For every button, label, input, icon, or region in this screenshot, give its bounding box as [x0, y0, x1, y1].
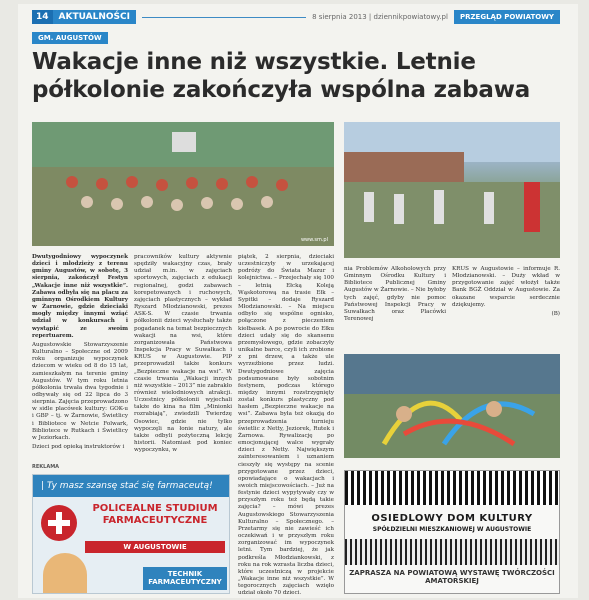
article-column-2 [134, 254, 232, 459]
article-lead: Dwutygodniowy wypoczynek dzieci i młodzieży z terenu gminy Augustów, w sobotę, 3 sierpnia, zakończył Festyn „Wakacje inne niż wszystkie”. Zabawa odbyła się na placu za gminnym Ośrodkiem Kultury w Żarnowie, gdzie dzieciaki mogły między innymi wziąć udział w konkursach i wystąpić ze swoim repertuarem. [32, 254, 128, 339]
festival-photo [344, 122, 560, 258]
pharmacy-cross-icon [41, 505, 77, 541]
article-paragraph: Augustowskie Stowarzyszenie Kulturalno – Społeczne od 2009 roku organizuje wypoczynek dziecom w wieku od 8 do 15 lat, zamieszkałym na terenie gminy Augustów. W tym roku letnia półkolonia trwała dwa tygodnie i odbywały się od 22 lipca do 3 sierpnia. Zajęcia przeprowadzono w sidle placówek kultury: GOK-u i GBP – tj. w Żarnowie, Świetlicy i Bibliotece w Netcie Folwark, Bibliotece w Rutkach i Świetlicy w Jeziorkach. [32, 341, 128, 441]
header-date-site: 8 sierpnia 2013 | dziennikpowiatowy.pl [312, 13, 448, 21]
pharmacy-school-ad [32, 474, 230, 594]
article-paragraph: Dzieci pod opieką instruktorów i [32, 444, 125, 451]
article-column-1 [32, 254, 128, 459]
location-tag: GM. AUGUSTÓW [32, 32, 108, 44]
header-right-tag: PRZEGLĄD POWIATOWY [454, 10, 560, 24]
group-photo [32, 122, 334, 246]
newspaper-page [18, 4, 578, 598]
advertisement-label: REKLAMA [32, 464, 60, 470]
group-photo-illustration [32, 122, 334, 246]
photo-credit: www.sm.pl [300, 237, 328, 243]
ad-person-image [43, 553, 87, 593]
ad-pattern-band [345, 471, 559, 505]
article-paragraph: pracowników kultury aktywnie spędziły wakacyjny czas, brały udział m.in. w zajęciach sportowych, zajęciach z edukacji regionalnej, godzi zabawach korepetowanych i ruchowych, zajęciach plastycznych – wykład Ryszard Młodzianowski, prezes ASK-S. W czasie trwania półkolonii dzieci wysłuchały także pogadanek na temat bezpiecznych wakacji na wsi, które zorganizowała Państwowa Inspekcja Pracy w Suwałkach i KRUS w Augustowie. PIP przeprowadził także konkurs „Bezpieczne wakacje na wsi”. W czasie trwania „Wakacji innych niż wszystkie – 2013” nie zabrakło również wielodniowych atrakcji. Uczestnicy półkolonii wyjechali także do kina na film „Minionki rozrabiają”, zwiedzili Twierdzę Osowiec, gdzie nie tylko wypoczęli na łonie natury, ale także odbyli pożyteczną lekcję historii. Natomiast pod koniec wypoczynku, w [134, 254, 232, 454]
article-column-5 [452, 266, 560, 352]
article-column-3 [238, 254, 334, 597]
ad-subtitle: SPÓŁDZIELNI MIESZKANIOWEJ W AUGUSTOWIE [372, 526, 532, 533]
ad-title: POLICEALNE STUDIUM FARMACEUTYCZNE [92, 503, 218, 526]
ad-title: OSIEDLOWY DOM KULTURY [371, 513, 533, 524]
ad-footer-text: ZAPRASZA NA POWIATOWĄ WYSTAWĘ TWÓRCZOŚCI AMATORSKIEJ [349, 569, 555, 586]
ad-pattern-band [345, 539, 559, 565]
article-signature: (B) [551, 310, 560, 317]
article-paragraph: KRUS w Augustowie – informuje R. Młodzianowski. – Duży wkład w przygotowanie zajęć włożył także Bank BGŻ Oddział w Augustowie. Za okazane wsparcie serdecznie dziękujemy. [452, 266, 560, 308]
section-label: AKTUALNOŚCI [53, 10, 136, 24]
page-number: 14 [32, 10, 53, 24]
article-column-4 [344, 266, 446, 352]
balloon-photo [344, 354, 560, 458]
header-rule [142, 17, 306, 18]
article-paragraph: piątek, 2 sierpnia, dzieciaki uczestniczyły w urzekającej podróży do Świata Mazur i kolejnictwa. – Przejechały się 100 – letnią Ełcką Koleją Wąskotorową na trasie Ełk – Sypitki – dodaje Ryszard Młodzianowski. – Na miejscu odbyło się wspólne ognisko, połączone z pieczeniem kiełbasek. A po powrocie do Ełku dzieci udały się do skansenu przemysłowego, gdzie zobaczyły unikalne barce, czyli ich zrobione z pni drzew, a także ule wyrzeźbione przez ludzi. Dwutygodniowe zajęcia podsumowane były sobotnim festynem, podczas którego między innymi rozstrzygnięty został konkurs plastyczny pod hasłem „Bezpieczne wakacje na wsi”. Zabawa była też okazją do przeprowadzenia turnieju świetlic z Netty, Jeziorek, Rutek i Żarnowa. Rywalizację po emocjonującej walce wygrały dzieci z Netty. Największym zainteresowaniem i uznaniem cieszyły się występy na scenie przygotowane przez dzieci, opowiadające o wakacjach i swoich miejscowościach. – Już na festynie dzieci wypytywały czy w przyszłym roku też będą takie zajęcia? – mówi prezes Augustowskiego Stowarzyszenia Kulturalno – Społecznego. – Przetarmy się nie zawieść ich oczekiwań i w przyszłym roku zorganizować im wypoczynek letni. Tym bardziej, że jak podkreśla Młodziankowski, z roku na rok wzrasta liczba dzieci, które uczestniczą w projekcie „Wakacje inne niż wszystkie”. W tegorocznych zajęciach wzięło udział około 70 dzieci. [238, 254, 334, 597]
ad-course-name: TECHNIK FARMACEUTYCZNY [143, 567, 227, 590]
ad-subtitle: W AUGUSTOWIE [85, 541, 225, 553]
culture-house-ad [344, 470, 560, 594]
ad-slogan: | Ty masz szansę stać się farmaceutą! [33, 475, 229, 497]
festival-photo-illustration [344, 122, 560, 258]
headline: Wakacje inne niż wszystkie. Letnie półkolonie zakończyła wspólna zabawa [32, 49, 531, 104]
article-paragraph: nia Problemów Alkoholowych przy Gminnym Ośrodku Kultury i Bibliotece Publicznej Gminy Augustów w Żarnowie. – Nie byłoby tych zajęć, gdyby nie pomoc Państwowej Inspekcji Pracy w Suwałkach oraz Placówki Terenowej [344, 266, 446, 323]
page-header [32, 10, 560, 24]
balloon-photo-illustration [344, 354, 560, 458]
